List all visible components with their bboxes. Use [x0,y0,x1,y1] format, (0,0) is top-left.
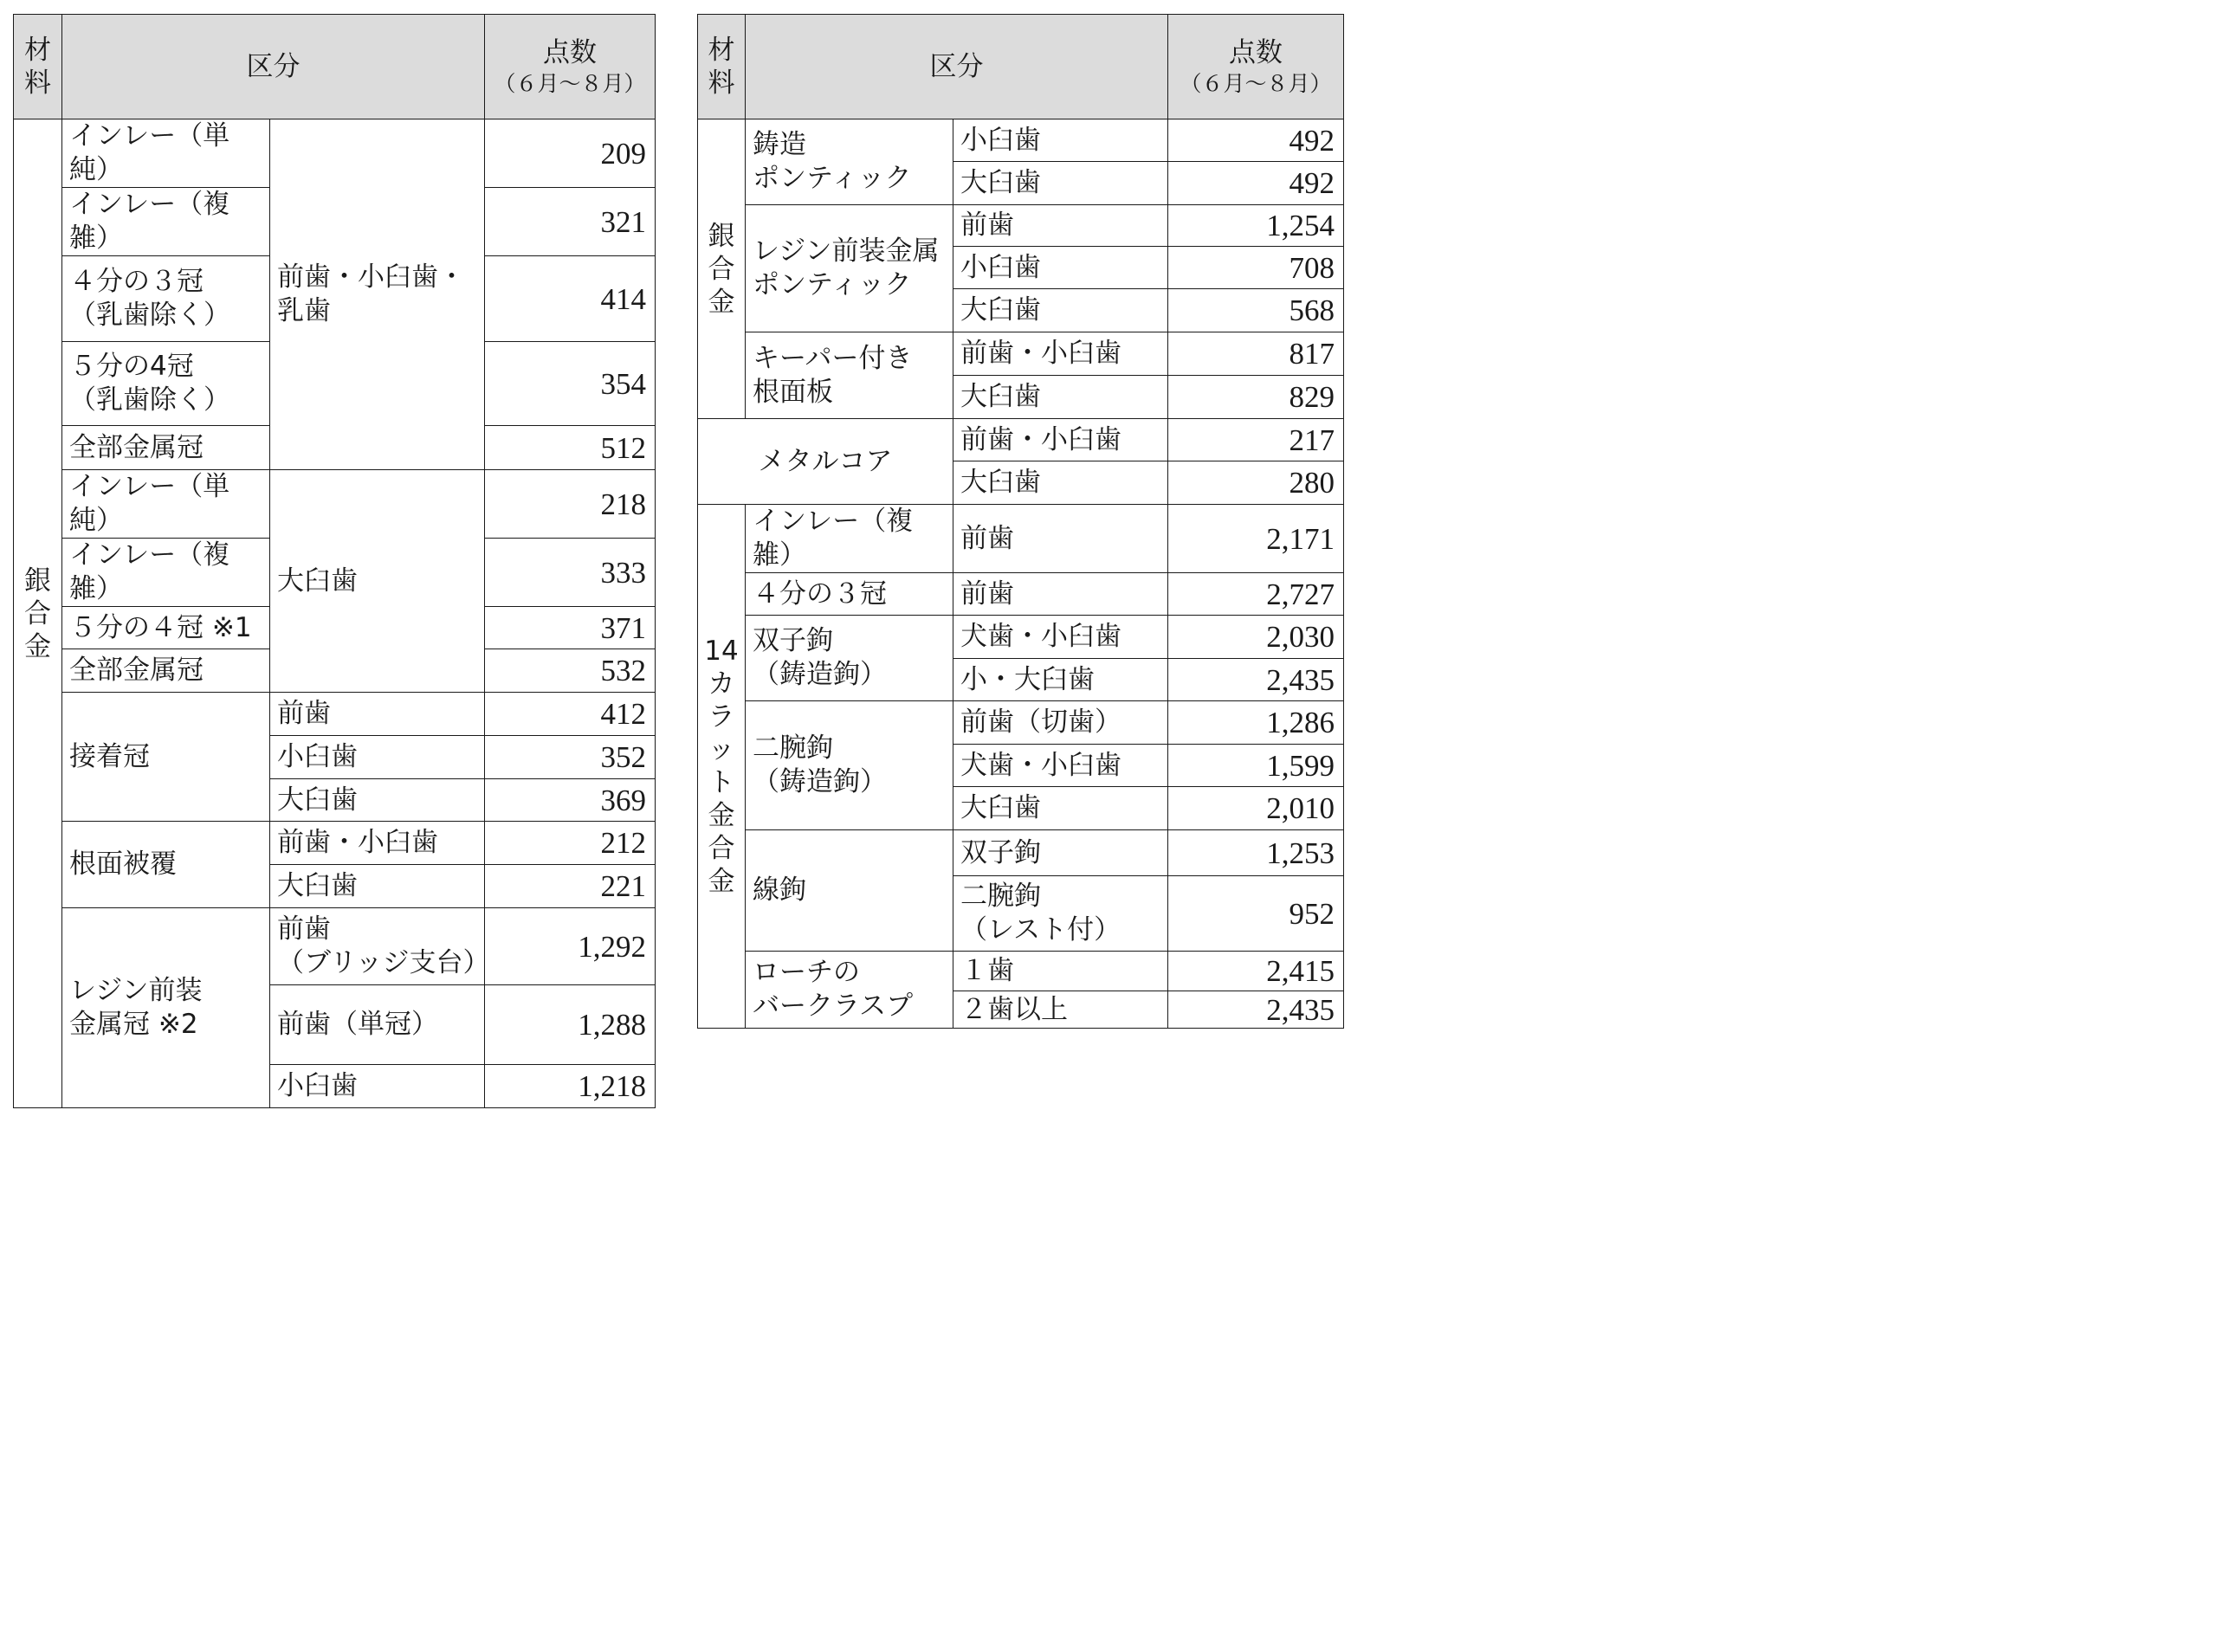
points-value: 492 [1168,119,1344,162]
table-row [698,419,1344,461]
points-value: 354 [485,342,656,426]
item-label: 線鉤 [746,830,953,952]
points-value: 2,727 [1168,573,1344,616]
tooth-label: 大臼歯 [953,461,1168,505]
table-row [14,822,656,865]
tooth-label: ２歯以上 [953,991,1168,1029]
item-label: ４分の３冠 （乳歯除く） [62,256,270,342]
item-label: ローチの バークラスプ [746,952,953,1029]
points-value: 1,253 [1168,830,1344,876]
tooth-label: 大臼歯 [953,787,1168,830]
points-value: 321 [485,188,656,256]
points-value: 333 [485,539,656,607]
points-value: 708 [1168,247,1344,289]
tooth-group-label: 前歯・小臼歯・ 乳歯 [270,119,485,470]
item-label: ５分の４冠 ※1 [62,607,270,649]
tooth-label: 二腕鉤 （レスト付） [953,876,1168,952]
points-table-left [13,14,656,1108]
tooth-label: 大臼歯 [953,376,1168,419]
points-value: 817 [1168,332,1344,376]
table-row [14,908,656,985]
header-points-label: 点数 [543,36,597,68]
points-value: 371 [485,607,656,649]
table-row [698,332,1344,376]
item-label: インレー（単純） [62,470,270,539]
points-value: 2,171 [1168,505,1344,573]
tooth-group-label: 大臼歯 [270,470,485,693]
item-label: レジン前装 金属冠 ※2 [62,908,270,1108]
header-row [698,15,1344,119]
item-label: 全部金属冠 [62,649,270,693]
points-value: 1,254 [1168,205,1344,247]
item-label: レジン前装金属 ポンティック [746,205,953,332]
item-label: メタルコア [698,419,953,505]
header-points-period: （６月～８月） [1180,70,1332,96]
table-row [14,693,656,736]
points-value: 2,435 [1168,991,1344,1029]
item-label: 全部金属冠 [62,426,270,470]
item-label: ５分の4冠 （乳歯除く） [62,342,270,426]
points-value: 217 [1168,419,1344,461]
item-label: インレー（単純） [62,119,270,188]
header-points [1168,15,1344,119]
header-material: 材 料 [14,15,62,119]
points-value: 218 [485,470,656,539]
tooth-label: 双子鉤 [953,830,1168,876]
header-points [485,15,656,119]
tooth-label: 大臼歯 [953,289,1168,332]
item-label: 根面被覆 [62,822,270,908]
header-category: 区分 [746,15,1168,119]
points-value: 414 [485,256,656,342]
tooth-label: 前歯（単冠） [270,985,485,1065]
header-points-label: 点数 [1229,36,1283,68]
points-value: 1,286 [1168,701,1344,745]
item-label: 接着冠 [62,693,270,822]
item-label: ４分の３冠 [746,573,953,616]
item-label: 二腕鉤 （鋳造鉤） [746,701,953,830]
tooth-label: 小・大臼歯 [953,659,1168,701]
points-value: 221 [485,865,656,908]
points-value: 492 [1168,162,1344,205]
table-row [698,573,1344,616]
item-label: 双子鉤 （鋳造鉤） [746,616,953,701]
table-row [698,205,1344,247]
points-value: 512 [485,426,656,470]
tooth-label: 犬歯・小臼歯 [953,745,1168,787]
points-value: 532 [485,649,656,693]
points-value: 280 [1168,461,1344,505]
header-material: 材 料 [698,15,746,119]
points-value: 412 [485,693,656,736]
item-label: インレー（複雑） [746,505,953,573]
tooth-label: 前歯 [953,205,1168,247]
tooth-label: 小臼歯 [953,119,1168,162]
material-label: 14 カ ラ ッ ト 金 合 金 [698,505,746,1029]
tooth-label: １歯 [953,952,1168,991]
item-label: インレー（複雑） [62,188,270,256]
tooth-label: 前歯・小臼歯 [953,332,1168,376]
points-value: 1,288 [485,985,656,1065]
tooth-label: 小臼歯 [270,1065,485,1108]
points-value: 1,599 [1168,745,1344,787]
table-row [14,119,656,188]
tooth-label: 前歯 [953,505,1168,573]
points-value: 2,010 [1168,787,1344,830]
tooth-label: 小臼歯 [270,736,485,779]
points-value: 1,218 [485,1065,656,1108]
points-value: 2,435 [1168,659,1344,701]
item-label: キーパー付き 根面板 [746,332,953,419]
tooth-label: 前歯 [953,573,1168,616]
tooth-label: 小臼歯 [953,247,1168,289]
table-row [698,505,1344,573]
points-value: 212 [485,822,656,865]
tooth-label: 大臼歯 [953,162,1168,205]
table-row [698,119,1344,162]
tooth-label: 前歯 [270,693,485,736]
table-row [14,470,656,539]
header-points-period: （６月～８月） [494,70,646,96]
tooth-label: 大臼歯 [270,779,485,822]
tooth-label: 前歯・小臼歯 [953,419,1168,461]
points-table-right [697,14,1344,1029]
header-row [14,15,656,119]
tooth-label: 前歯 （ブリッジ支台） [270,908,485,985]
material-label: 銀 合 金 [698,119,746,419]
points-value: 352 [485,736,656,779]
points-value: 829 [1168,376,1344,419]
material-label: 銀 合 金 [14,119,62,1108]
table-row [698,701,1344,745]
table-row [698,616,1344,659]
item-label: インレー（複雑） [62,539,270,607]
points-value: 369 [485,779,656,822]
tooth-label: 犬歯・小臼歯 [953,616,1168,659]
tooth-label: 前歯（切歯） [953,701,1168,745]
tooth-label: 大臼歯 [270,865,485,908]
table-row [698,952,1344,991]
points-value: 1,292 [485,908,656,985]
points-value: 209 [485,119,656,188]
points-value: 952 [1168,876,1344,952]
points-value: 2,415 [1168,952,1344,991]
item-label: 鋳造 ポンティック [746,119,953,205]
tooth-label: 前歯・小臼歯 [270,822,485,865]
points-value: 2,030 [1168,616,1344,659]
header-category: 区分 [62,15,485,119]
points-value: 568 [1168,289,1344,332]
table-row [698,830,1344,876]
